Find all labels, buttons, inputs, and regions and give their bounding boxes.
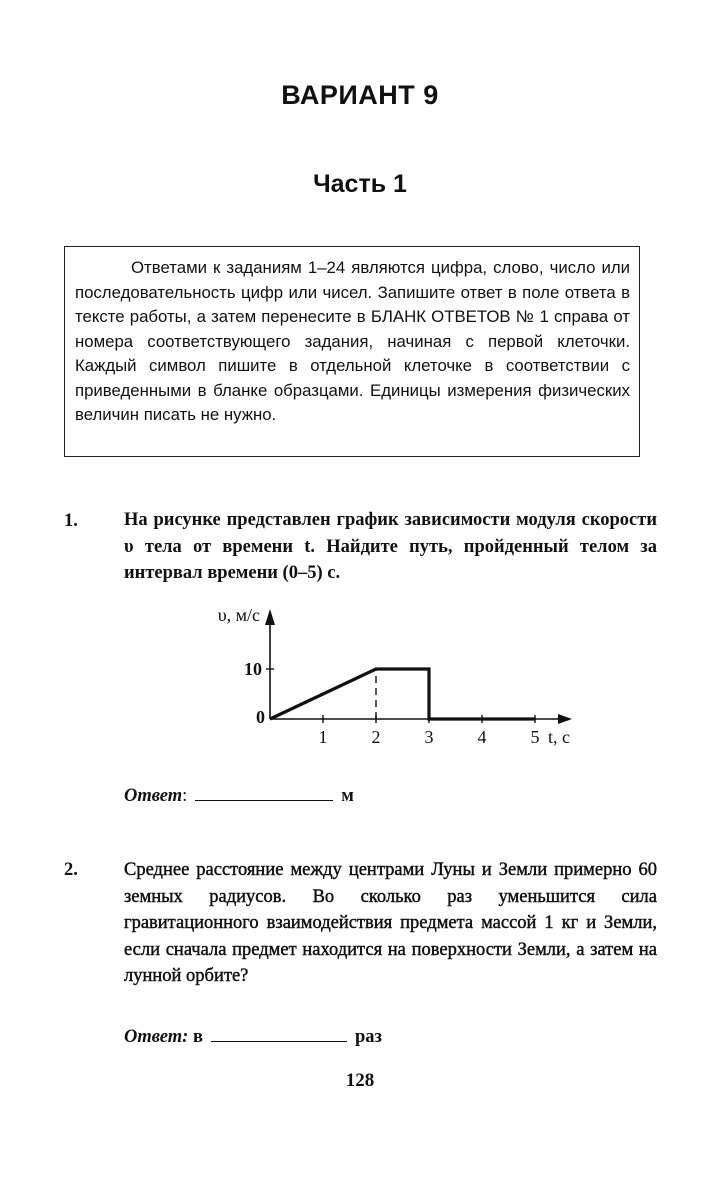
x-axis-arrow <box>558 714 572 724</box>
answer-label: Ответ <box>124 786 183 806</box>
page-number: 128 <box>345 1070 375 1091</box>
chart-series <box>270 669 535 719</box>
origin-label: 0 <box>256 707 265 727</box>
x-tick-label: 2 <box>371 727 381 747</box>
question-2-answer-line <box>124 1025 382 1048</box>
part-title: Часть 1 <box>313 170 407 198</box>
x-tick-label: 4 <box>477 727 487 747</box>
velocity-time-chart <box>190 595 600 755</box>
answer-blank-field[interactable] <box>195 784 333 801</box>
y-axis-label: υ, м/с <box>217 605 260 625</box>
answer-label: Ответ <box>124 1027 183 1047</box>
variant-title: ВАРИАНТ 9 <box>281 80 439 110</box>
question-1-answer-line <box>124 784 354 807</box>
chart-axes <box>265 609 572 724</box>
answer-blank-field[interactable] <box>211 1025 347 1042</box>
instructions-box <box>64 246 640 457</box>
instructions-text: Ответами к заданиям 1–24 являются цифра, слово, число или последовательность цифр или чисел. Запишите ответ в поле ответа в тексте работы, а затем перенесите в БЛАНК ОТВЕТОВ № 1 справа от номера соответствующего задания, начиная с первой клеточки. Каждый символ пишите в отдельной клеточке в соответствии с приведенными в бланке образцами. Единицы измерения физических величин писать не нужно. <box>75 258 630 424</box>
x-tick-label: 1 <box>318 727 328 747</box>
question-2-text: Среднее расстояние между центрами Луны и Земли примерно 60 земных радиусов. Во сколько раз уменьшится сила гравитационного взаимодействия предмета массой 1 кг и Земли, если сначала предмет находится на поверхности Земли, а затем на лунной орбите? <box>124 860 657 986</box>
x-axis-label: t, c <box>548 727 570 747</box>
x-tick-label: 5 <box>530 727 540 747</box>
answer-colon: : <box>182 1027 189 1047</box>
x-tick-label: 3 <box>424 727 434 747</box>
question-1-text: На рисунке представлен график зависимости модуля скорости υ тела от времени t. Найдите путь, пройденный телом за интервал времени (0–5) с. <box>124 510 657 583</box>
y-axis-arrow <box>265 609 275 625</box>
velocity-series-line <box>270 669 535 719</box>
answer-unit: раз <box>354 1027 382 1047</box>
answer-colon: : <box>182 786 188 806</box>
answer-prefix: в <box>192 1027 203 1047</box>
y-tick-label: 10 <box>244 659 262 679</box>
answer-unit: м <box>341 786 354 806</box>
question-1-number: 1. <box>64 511 78 531</box>
question-2-number: 2. <box>64 860 78 880</box>
